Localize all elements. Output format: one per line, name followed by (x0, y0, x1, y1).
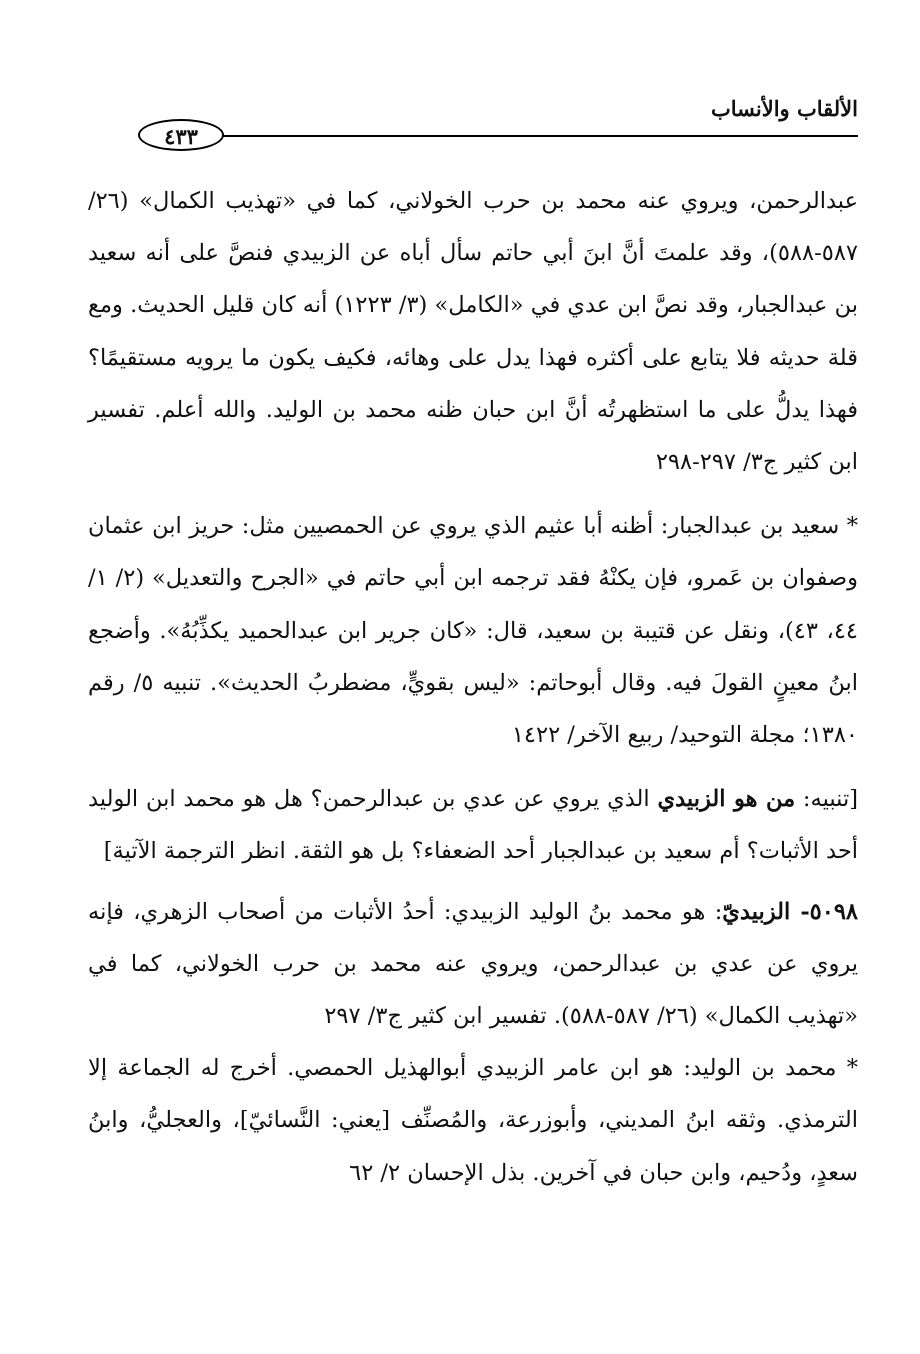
paragraph-2 (88, 500, 858, 761)
note-open: [تنبيه: (795, 786, 858, 813)
entry-number: ٥٠٩٨- (790, 898, 859, 925)
paragraph-note (88, 773, 858, 877)
paragraph-text: * محمد بن الوليد: هو ابن عامر الزبيدي أبوالهذيل الحمصي. أخرج له الجماعة إلا الترمذي. وثقه ابنُ المديني، وأبوزرعة، والمُصنِّف [يعني: النَّسائيّ]، والعجليُّ، وابنُ سعدٍ، ودُحيم، وابن حبان في آخرين. بذل الإحسان ٢/ ٦٢ (88, 1055, 858, 1186)
entry-heading: الزبيديّ (722, 898, 791, 925)
page-number: ٤٣٣ (138, 119, 224, 151)
paragraph-5 (88, 1042, 858, 1199)
header-rule (148, 135, 858, 137)
page-body (88, 175, 858, 1199)
paragraph-1 (88, 175, 858, 488)
paragraph-text: : هو محمد بنُ الوليد الزبيدي: أحدُ الأثبات من أصحاب الزهري، فإنه يروي عن عدي بن عبدالرحمن، ويروي عنه محمد بن حرب الخولاني، كما في «تهذيب الكمال» (٢٦/ ٥٨٧-٥٨٨). تفسير ابن كثير ج٣/ ٢٩٧ (88, 898, 858, 1030)
entry-5098 (88, 886, 858, 1043)
note-question: من هو الزبيدي (657, 786, 796, 813)
page-header (88, 96, 858, 156)
running-title: الألقاب والأنساب (710, 96, 858, 121)
paragraph-text: الذي يروي عن عدي بن عبدالرحمن؟ هل هو محمد ابن الوليد أحد الأثبات؟ أم سعيد بن عبدالجبار أحد الضعفاء؟ بل هو الثقة. انظر الترجمة الآتية] (88, 786, 858, 865)
paragraph-text: * سعيد بن عبدالجبار: أظنه أبا عثيم الذي يروي عن الحمصيين مثل: حريز ابن عثمان وصفوان بن عَمرو، فإن يكنْهُ فقد ترجمه ابن أبي حاتم في «الجرح والتعديل» (٢/ ١/ ٤٤، ٤٣)، ونقل عن قتيبة بن سعيد، قال: «كان جرير ابن عبدالحميد يكذِّبُهُ». وأضجع ابنُ معينٍ القولَ فيه. وقال أبوحاتم: «ليس بقويٍّ، مضطربُ الحديث». تنبيه ٥/ رقم ١٣٨٠؛ مجلة التوحيد/ ربيع الآخر/ ١٤٢٢ (88, 513, 858, 749)
paragraph-text: عبدالرحمن، ويروي عنه محمد بن حرب الخولاني، كما في «تهذيب الكمال» (٢٦/ ٥٨٧-٥٨٨)، وقد علمتَ أنَّ ابنَ أبي حاتم سأل أباه عن الزبيدي فنصَّ على أنه سعيد بن عبدالجبار، وقد نصَّ ابن عدي في «الكامل» (٣/ ١٢٢٣) أنه كان قليل الحديث. ومع قلة حديثه فلا يتابع على أكثره فهذا يدل على وهائه، فكيف يكون ما يرويه مستقيمًا؟ فهذا يدلُّ على ما استظهرتُه أنَّ ابن حبان ظنه محمد بن الوليد. والله أعلم. تفسير ابن كثير ج٣/ ٢٩٧-٢٩٨ (88, 188, 858, 476)
